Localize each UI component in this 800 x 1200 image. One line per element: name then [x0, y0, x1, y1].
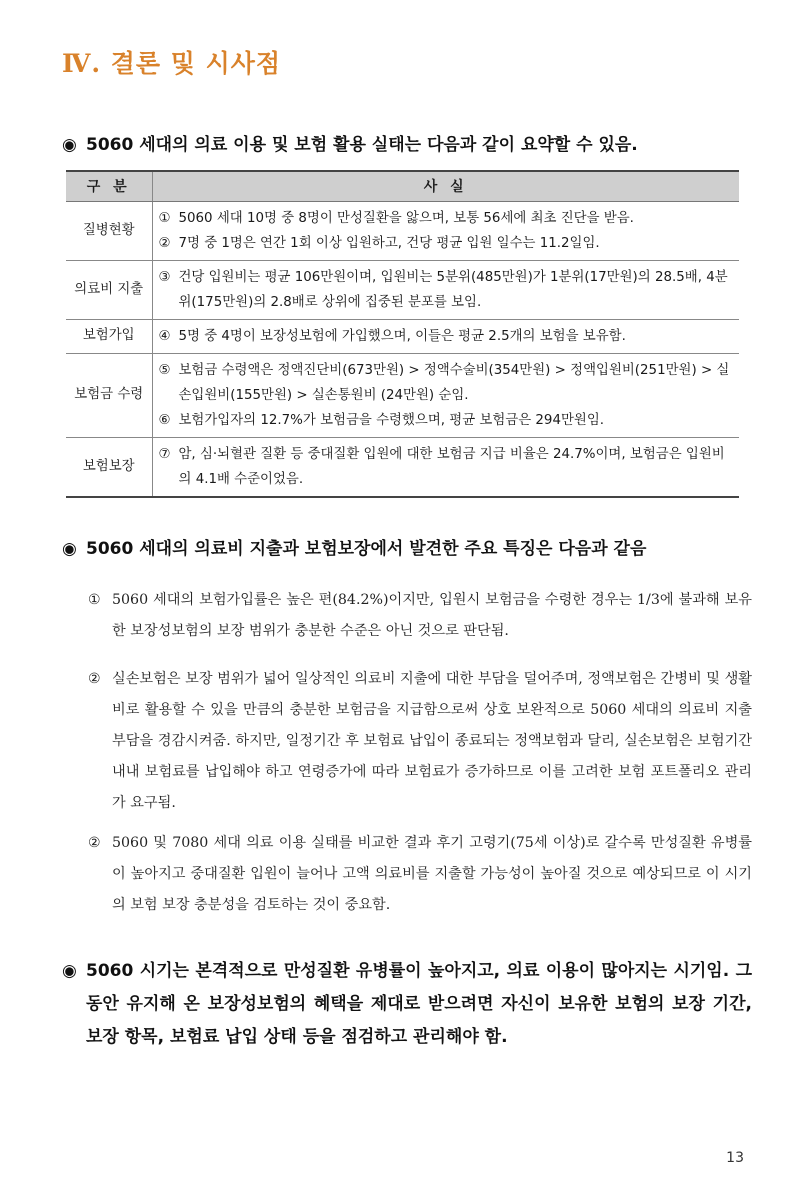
- fact-item: [159, 265, 736, 315]
- fact-text: 건당 입원비는 평균 106만원이며, 입원비는 5분위(485만원)가 1분위(17만원)의 28.5배, 4분위(175만원)의 2.8배로 상위에 집중된 분포를 보임.: [178, 269, 728, 310]
- fact-text: 5060 세대 10명 중 8명이 만성질환을 앓으며, 보통 56세에 최초 진단을 받음.: [178, 210, 634, 226]
- list-item-text: 실손보험은 보장 범위가 넓어 일상적인 의료비 지출에 대한 부담을 덜어주며, 정액보험은 간병비 및 생활비로 활용할 수 있을 만큼의 충분한 보험금을 지급함으로써 상호 보완적으로 5060 세대의 의료비 지출 부담을 경감시켜줌. 하지만, 일정기간 후 보험료 납입이 종료되는 정액보험과 달리, 실손보험은 보험기간 내내 보험료를 납입해야 하고 연령증가에 따라 보험료가 증가하므로 이를 고려한 보험 포트폴리오 관리가 요구됨.: [112, 671, 752, 811]
- bullet-icon: ◉: [62, 961, 77, 981]
- list-item-number: ②: [88, 835, 101, 851]
- table-cell-category: 질병현황: [66, 201, 152, 260]
- table-header-facts: 사 실: [152, 171, 739, 201]
- table-cell-category: 보험가입: [66, 319, 152, 353]
- fact-number: ③: [158, 269, 171, 285]
- table-cell-facts: [152, 201, 739, 260]
- fact-number: ①: [158, 210, 171, 226]
- summary-table: [66, 170, 739, 498]
- bullet-icon: ◉: [62, 135, 77, 155]
- list-item: [88, 585, 752, 647]
- table-cell-category: 보험금 수령: [66, 353, 152, 437]
- table-row: [66, 201, 739, 260]
- section1-heading-text: 5060 세대의 의료 이용 및 보험 활용 실태는 다음과 같이 요약할 수 있음.: [86, 135, 638, 155]
- table-cell-category: 보험보장: [66, 437, 152, 497]
- table-row: [66, 353, 739, 437]
- list-item-text: 5060 및 7080 세대 의료 이용 실태를 비교한 결과 후기 고령기(75세 이상)로 갈수록 만성질환 유병률이 높아지고 중대질환 입원이 늘어나 고액 의료비를 지출할 가능성이 높아질 것으로 예상되므로 이 시기의 보험 보장 충분성을 검토하는 것이 중요함.: [112, 835, 752, 913]
- page-title: Ⅳ. 결론 및 시사점: [62, 49, 282, 78]
- list-item-number: ②: [88, 671, 101, 687]
- conclusion-text: 5060 시기는 본격적으로 만성질환 유병률이 높아지고, 의료 이용이 많아지는 시기임. 그동안 유지해 온 보장성보험의 혜택을 제대로 받으려면 자신이 보유한 보험의 보장 기간, 보장 항목, 보험료 납입 상태 등을 점검하고 관리해야 함.: [86, 961, 752, 1047]
- fact-number: ⑥: [158, 412, 171, 428]
- fact-number: ⑦: [158, 446, 171, 462]
- fact-item: [159, 408, 736, 433]
- table-cell-facts: [152, 437, 739, 497]
- bullet-icon: ◉: [62, 539, 77, 559]
- table-cell-facts: [152, 353, 739, 437]
- fact-number: ④: [158, 328, 171, 344]
- fact-number: ②: [158, 235, 171, 251]
- fact-item: [159, 231, 736, 256]
- page-number: 13: [726, 1150, 744, 1166]
- table-header-row: [66, 171, 739, 201]
- section1-heading: [62, 130, 638, 155]
- list-item: [88, 828, 752, 921]
- table-cell-facts: [152, 260, 739, 319]
- fact-text: 보험가입자의 12.7%가 보험금을 수령했으며, 평균 보험금은 294만원임.: [178, 412, 605, 428]
- fact-item: [159, 358, 736, 408]
- table-header-category: 구 분: [66, 171, 152, 201]
- fact-number: ⑤: [158, 362, 171, 378]
- table-cell-category: 의료비 지출: [66, 260, 152, 319]
- table-row: [66, 437, 739, 497]
- fact-text: 암, 심·뇌혈관 질환 등 중대질환 입원에 대한 보험금 지급 비율은 24.7%이며, 보험금은 입원비의 4.1배 수준이었음.: [178, 446, 725, 487]
- fact-item: [159, 324, 736, 349]
- table-cell-facts: [152, 319, 739, 353]
- section2-heading-text: 5060 세대의 의료비 지출과 보험보장에서 발견한 주요 특징은 다음과 같음: [86, 539, 647, 559]
- fact-text: 보험금 수령액은 정액진단비(673만원) > 정액수술비(354만원) > 정액입원비(251만원) > 실손입원비(155만원) > 실손통원비 (24만원) 순임.: [178, 362, 730, 403]
- fact-text: 7명 중 1명은 연간 1회 이상 입원하고, 건당 평균 입원 일수는 11.2일임.: [178, 235, 600, 251]
- list-item-text: 5060 세대의 보험가입률은 높은 편(84.2%)이지만, 입원시 보험금을 수령한 경우는 1/3에 불과해 보유한 보장성보험의 보장 범위가 충분한 수준은 아닌 것으로 판단됨.: [112, 592, 752, 639]
- list-item-number: ①: [88, 592, 101, 608]
- list-item: [88, 664, 752, 819]
- table-row: [66, 319, 739, 353]
- fact-text: 5명 중 4명이 보장성보험에 가입했으며, 이들은 평균 2.5개의 보험을 보유함.: [178, 328, 626, 344]
- table-row: [66, 260, 739, 319]
- conclusion-paragraph: [62, 955, 752, 1054]
- fact-item: [159, 442, 736, 492]
- section2-heading: [62, 534, 646, 559]
- fact-item: [159, 206, 736, 231]
